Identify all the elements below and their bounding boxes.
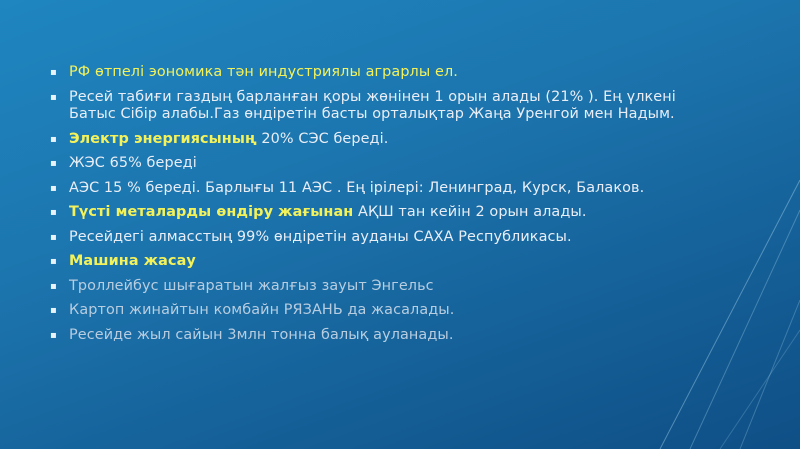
bullet-icon: ▪ bbox=[50, 329, 57, 341]
list-item bbox=[48, 64, 708, 82]
bullet-icon: ▪ bbox=[50, 133, 57, 145]
list-item bbox=[48, 278, 708, 296]
item-text: АҚШ тан кейін 2 орын алады. bbox=[353, 204, 587, 220]
item-text: АЭС 15 % береді. Барлығы 11 АЭС . Ең ірілері: Ленинград, Курск, Балаков. bbox=[69, 179, 645, 196]
item-text: Ресейдегі алмасстың 99% өндіретін ауданы САХА Республикасы. bbox=[69, 228, 572, 245]
item-text: РФ өтпелі эономика тән индустриялы аграрлы ел. bbox=[69, 64, 458, 80]
list-item bbox=[48, 229, 708, 247]
item-heading: Машина жасау bbox=[69, 253, 196, 269]
item-text: ЖЭС 65% береді bbox=[69, 155, 197, 171]
list-item bbox=[48, 180, 708, 198]
item-text: Ресейде жыл сайын 3млн тонна балық ауланады. bbox=[69, 326, 454, 343]
list-item bbox=[48, 89, 708, 124]
bullet-icon: ▪ bbox=[50, 158, 57, 169]
bullet-icon: ▪ bbox=[50, 67, 57, 78]
item-text: Картоп жинайтын комбайн РЯЗАНЬ да жасалады. bbox=[69, 302, 455, 318]
bullet-icon: ▪ bbox=[50, 256, 57, 267]
list-item bbox=[48, 302, 708, 320]
bullet-icon: ▪ bbox=[50, 280, 57, 292]
list-item bbox=[48, 131, 708, 149]
bullet-icon: ▪ bbox=[50, 231, 57, 243]
bullet-list bbox=[48, 64, 708, 351]
list-item bbox=[48, 204, 708, 222]
list-item bbox=[48, 253, 708, 271]
item-heading: Түсті металарды өндіру жағынан bbox=[69, 204, 354, 220]
list-item bbox=[48, 327, 708, 345]
item-heading: Электр энергиясының bbox=[69, 130, 257, 147]
item-text: Троллейбус шығаратын жалғыз зауыт Энгельс bbox=[69, 277, 434, 294]
bullet-icon: ▪ bbox=[50, 91, 57, 103]
bullet-icon: ▪ bbox=[50, 182, 57, 194]
bullet-icon: ▪ bbox=[50, 207, 57, 218]
bullet-icon: ▪ bbox=[50, 305, 57, 316]
item-text: 20% СЭС береді. bbox=[256, 130, 389, 147]
list-item bbox=[48, 155, 708, 173]
item-text: Ресей табиғи газдың барланған қоры жөнінен 1 орын алады (21% ). Ең үлкені Батыс Сібір алабы.Газ өндіретін басты орталықтар Жаңа Уренгой мен Надым. bbox=[69, 88, 676, 122]
